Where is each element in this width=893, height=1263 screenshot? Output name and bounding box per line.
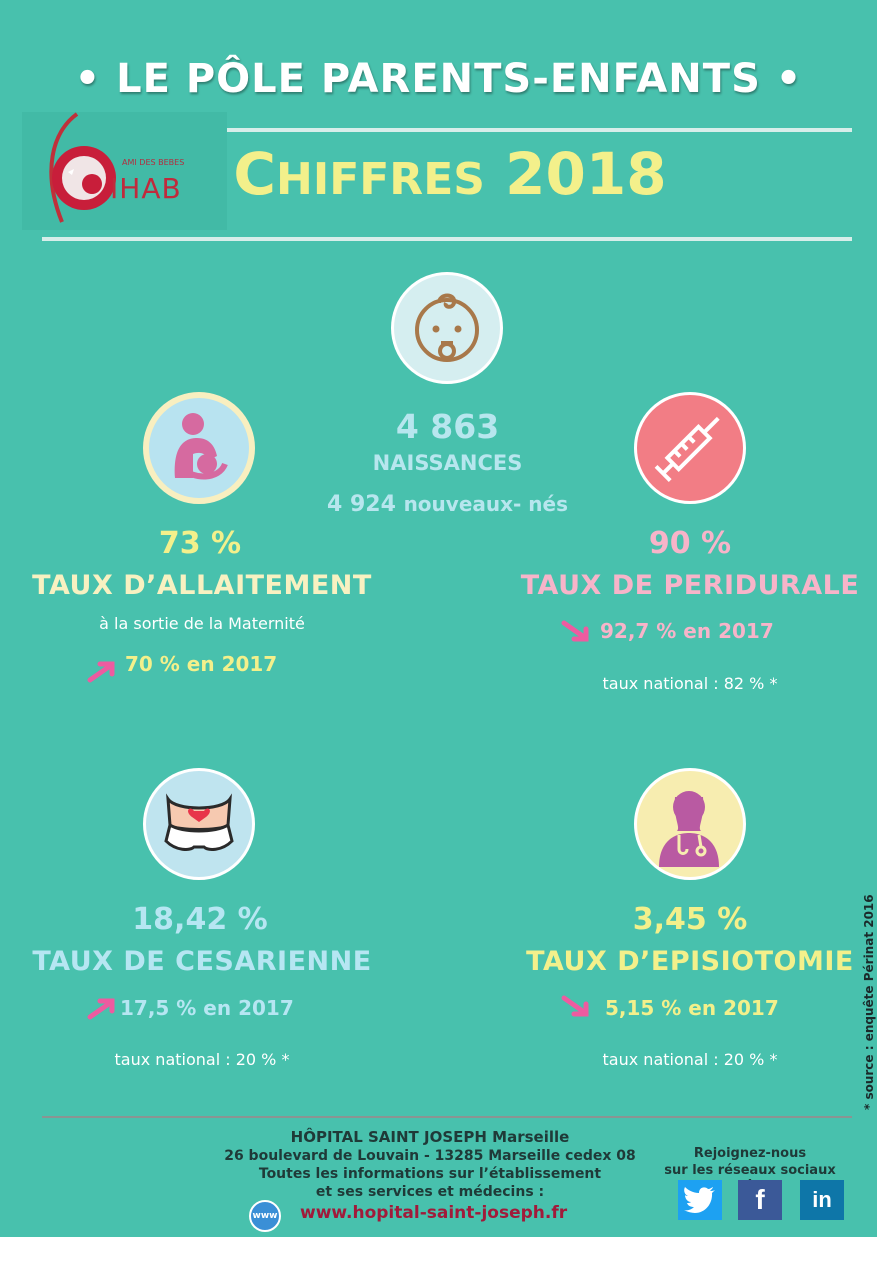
trend-up-arrow-icon	[86, 658, 120, 684]
social-label-1: Rejoignez-nous	[693, 1146, 807, 1161]
subtitle-rest: HIFFRES	[276, 154, 485, 205]
allaitement-trend: 70 % en 2017	[125, 652, 278, 676]
trend-down-arrow-icon	[560, 994, 594, 1020]
episiotomie-label: TAUX D’EPISIOTOMIE	[526, 946, 854, 977]
peridurale-label: TAUX DE PERIDURALE	[520, 570, 860, 601]
peridurale-trend: 92,7 % en 2017	[600, 619, 774, 643]
footer-info-1: Toutes les informations sur l’établissement	[258, 1166, 602, 1182]
social-label-2: sur les réseaux sociaux	[664, 1163, 836, 1178]
trend-up-arrow-icon	[86, 995, 120, 1021]
cesarienne-national: taux national : 20 % *	[114, 1050, 290, 1069]
peridurale-pct: 90 %	[648, 526, 732, 561]
cesarienne-trend: 17,5 % en 2017	[120, 996, 294, 1020]
allaitement-note: à la sortie de la Maternité	[99, 614, 305, 633]
trend-down-arrow-icon	[560, 619, 594, 645]
belly-icon	[143, 768, 255, 880]
episiotomie-national: taux national : 20 % *	[602, 1050, 778, 1069]
subtitle-initial: C	[233, 140, 276, 208]
peridurale-national: taux national : 82 % *	[602, 674, 778, 693]
births-label: NAISSANCES	[372, 451, 523, 475]
newborns-label: nouveaux- nés	[403, 492, 568, 516]
cesarienne-label: TAUX DE CESARIENNE	[32, 946, 372, 977]
source-note: * source : enquête Périnat 2016	[862, 894, 876, 1110]
footer-address: 26 boulevard de Louvain - 13285 Marseille cedex 08	[224, 1148, 636, 1164]
second-rule	[42, 237, 852, 241]
breastfeeding-icon	[143, 392, 255, 504]
subtitle	[230, 140, 670, 208]
episiotomie-pct: 3,45 %	[632, 902, 748, 937]
allaitement-label: TAUX D’ALLAITEMENT	[32, 570, 372, 601]
births-count: 4 863	[395, 407, 500, 446]
baby-face-icon	[391, 272, 503, 384]
footer-hospital: HÔPITAL SAINT JOSEPH Marseille	[290, 1128, 570, 1146]
syringe-icon	[634, 392, 746, 504]
subtitle-year: 2018	[505, 140, 667, 208]
logo-tagline: AMI DES BEBES	[122, 158, 185, 167]
cesarienne-pct: 18,42 %	[132, 902, 268, 937]
allaitement-pct: 73 %	[158, 526, 242, 561]
linkedin-icon[interactable]: in	[800, 1180, 844, 1220]
facebook-icon[interactable]: f	[738, 1180, 782, 1220]
website-link[interactable]: www.hopital-saint-joseph.fr	[300, 1203, 568, 1223]
footer-info-2: et ses services et médecins :	[315, 1184, 545, 1200]
ihab-logo	[22, 112, 227, 230]
page-title: • LE PÔLE PARENTS-ENFANTS •	[74, 56, 803, 102]
newborns	[290, 492, 605, 517]
ihab-logo-graphic	[22, 112, 227, 230]
doctor-icon	[634, 768, 746, 880]
episiotomie-trend: 5,15 % en 2017	[605, 996, 779, 1020]
logo-text: IHAB	[110, 172, 182, 205]
newborns-value: 4 924	[327, 492, 396, 517]
web-globe-icon[interactable]: www	[249, 1200, 281, 1232]
footer-rule	[42, 1116, 852, 1118]
twitter-icon[interactable]	[678, 1180, 722, 1220]
